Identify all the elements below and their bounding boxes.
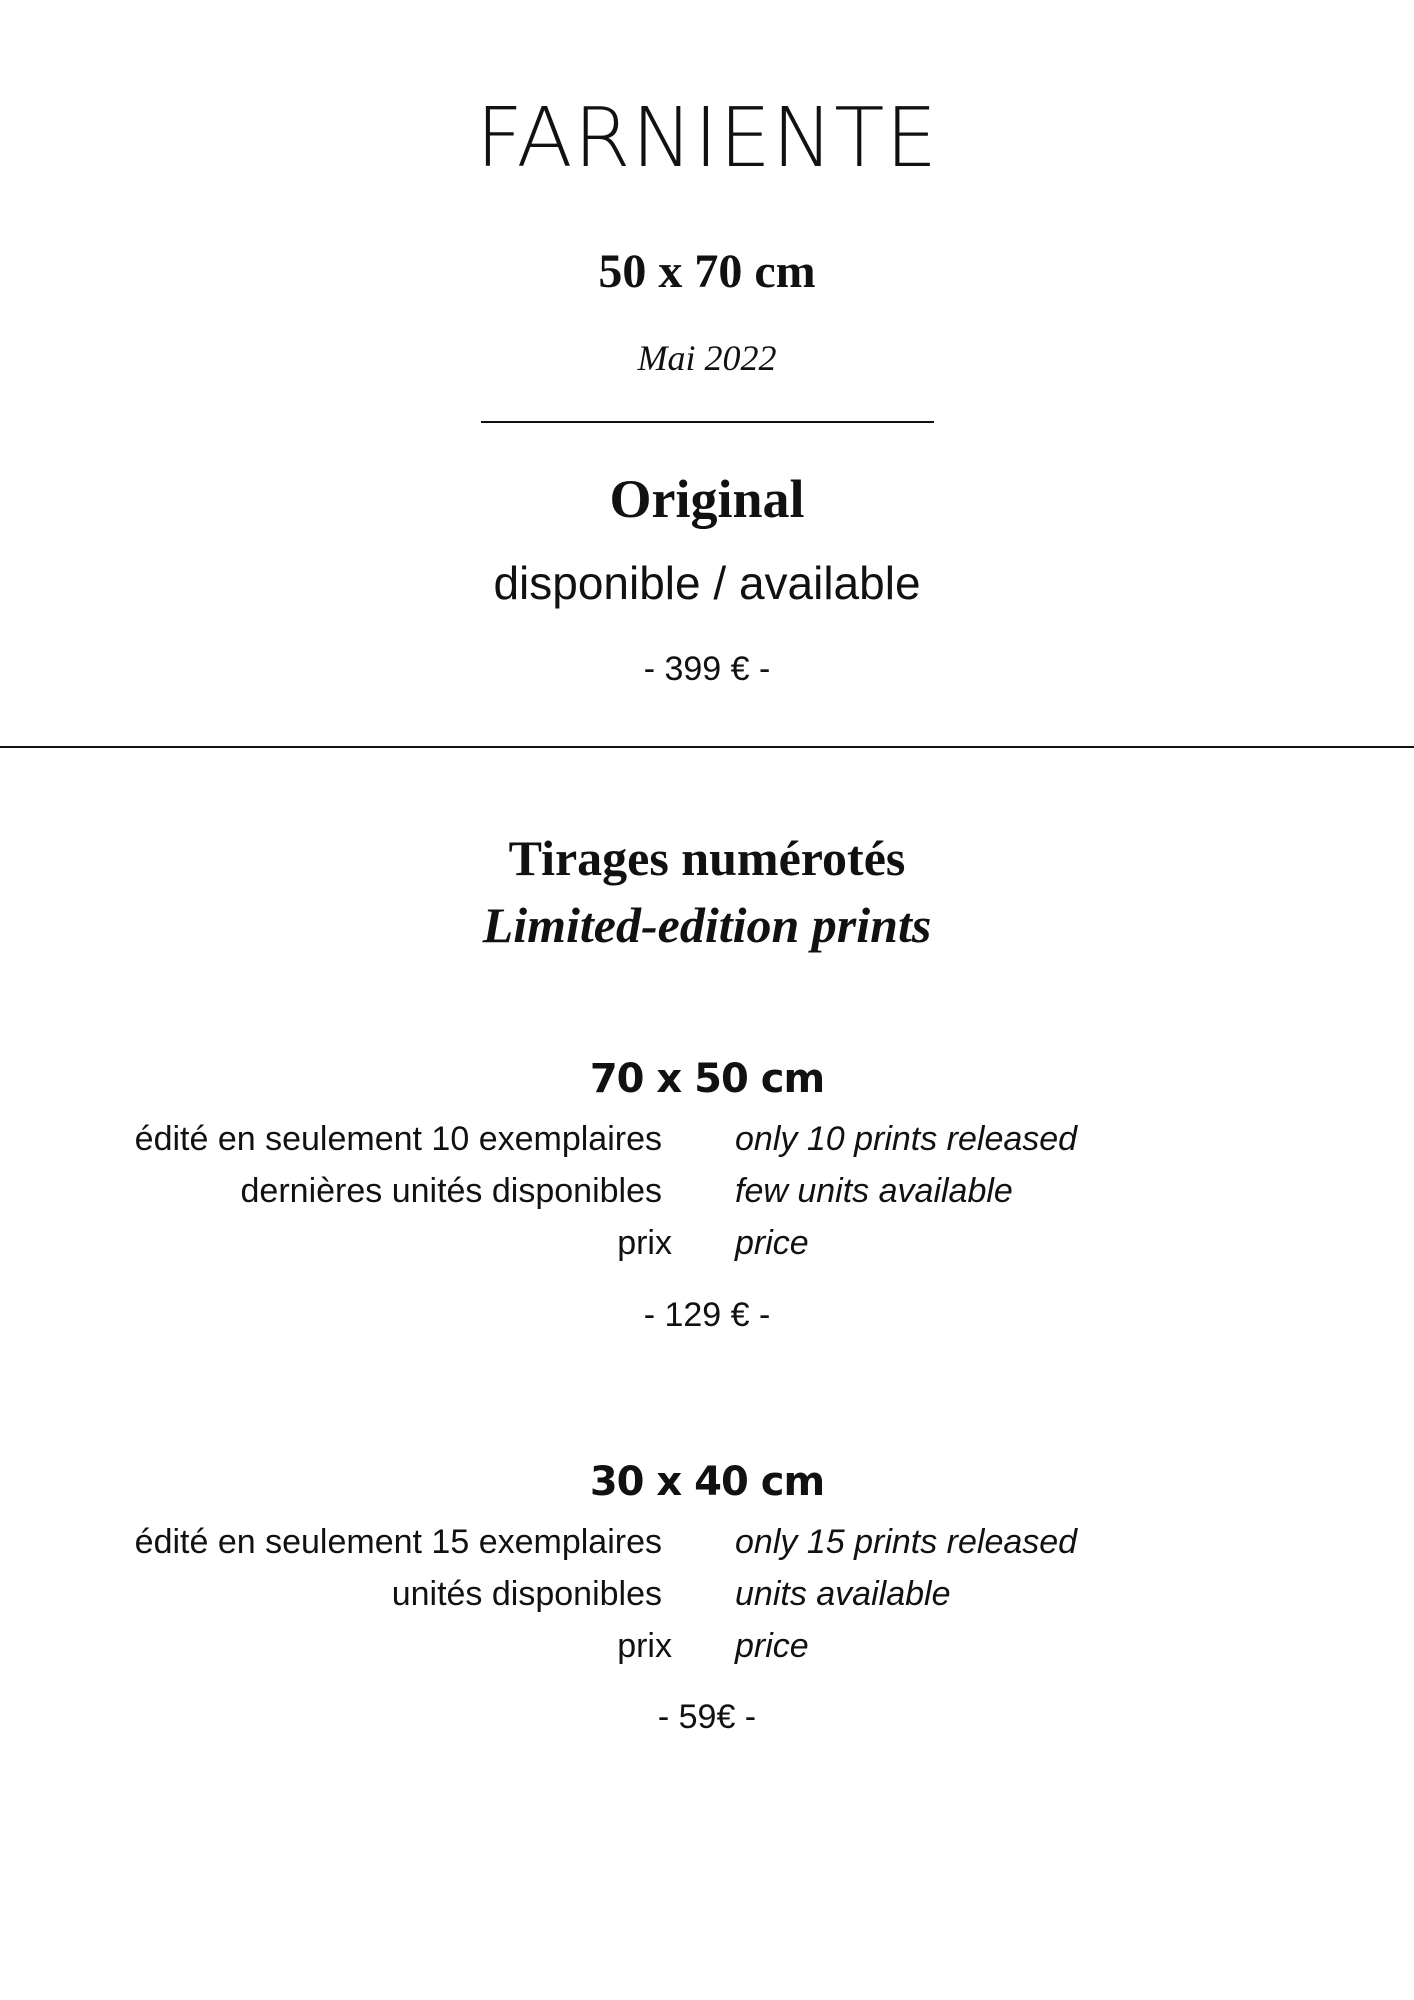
artwork-title: FARNIENTE xyxy=(475,91,939,186)
header-divider xyxy=(481,421,934,423)
price-label-fr: prix xyxy=(617,1627,672,1665)
edition-fr: édité en seulement 15 exemplaires xyxy=(134,1523,662,1561)
original-price: - 399 € - xyxy=(643,650,771,688)
stock-en: few units available xyxy=(735,1172,1013,1210)
format-size: 30 x 40 cm xyxy=(589,1459,825,1505)
price-label-fr: prix xyxy=(617,1224,672,1262)
price-label-en: price xyxy=(735,1224,809,1262)
stock-fr: unités disponibles xyxy=(391,1575,662,1613)
artwork-date: Mai 2022 xyxy=(637,338,777,378)
format-size: 70 x 50 cm xyxy=(589,1056,825,1102)
edition-fr: édité en seulement 10 exemplaires xyxy=(134,1120,662,1158)
original-heading: Original xyxy=(609,469,805,529)
format-price: - 129 € - xyxy=(643,1296,771,1334)
artwork-dimensions: 50 x 70 cm xyxy=(598,245,816,298)
stock-en: units available xyxy=(735,1575,951,1613)
prints-heading-en: Limited-edition prints xyxy=(482,897,932,953)
format-price: - 59€ - xyxy=(657,1698,757,1736)
section-divider xyxy=(0,746,1414,748)
stock-fr: dernières unités disponibles xyxy=(240,1172,662,1210)
original-availability: disponible / available xyxy=(493,557,921,609)
prints-heading-fr: Tirages numérotés xyxy=(508,830,906,886)
price-label-en: price xyxy=(735,1627,809,1665)
edition-en: only 15 prints released xyxy=(735,1523,1078,1561)
edition-en: only 10 prints released xyxy=(735,1120,1078,1158)
